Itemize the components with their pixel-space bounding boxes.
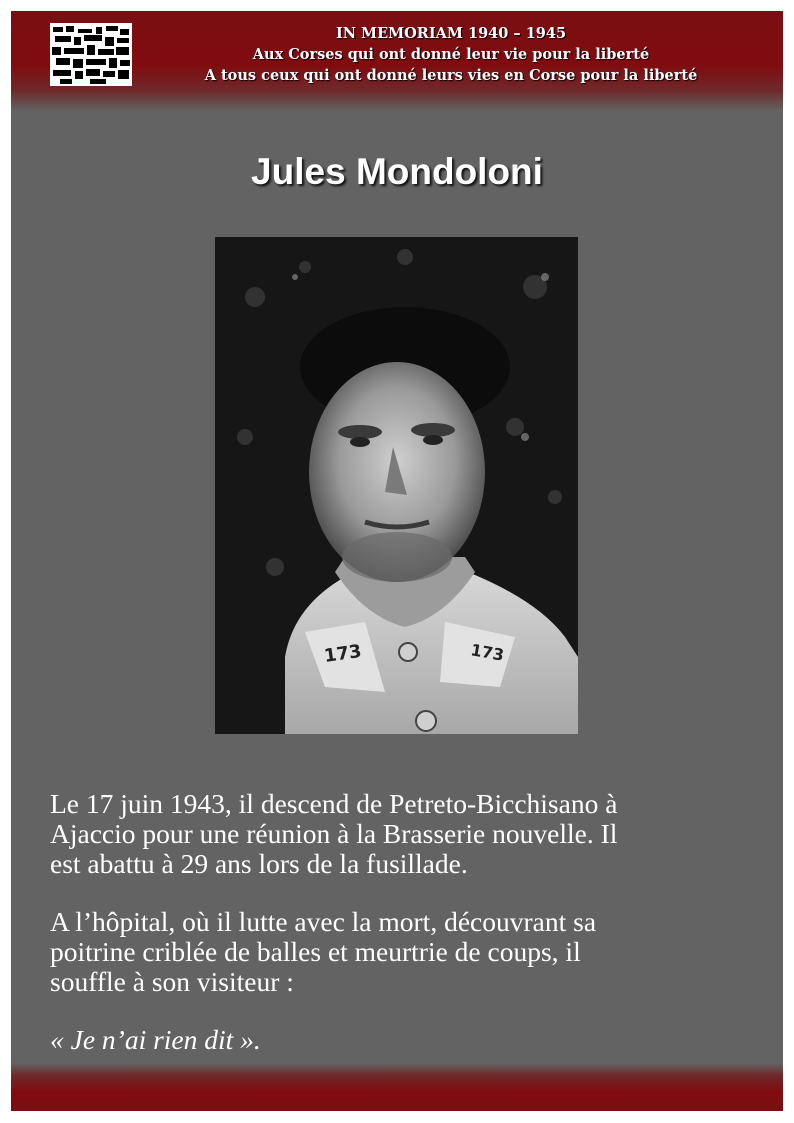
header-dedication bbox=[141, 23, 761, 86]
bio-p2-line: A l’hôpital, où il lutte avec la mort, découvrant sa bbox=[50, 906, 597, 937]
header-line-corses: Aux Corses qui ont donné leur vie pour la liberté bbox=[252, 46, 650, 63]
bio-p1-line: est abattu à 29 ans lors de la fusillade. bbox=[50, 848, 468, 879]
bio-p2-line: poitrine criblée de balles et meurtrie de coups, il bbox=[50, 936, 581, 967]
header-band bbox=[11, 11, 783, 111]
header-line-memoriam: IN MEMORIAM 1940 – 1945 bbox=[335, 25, 567, 42]
bio-p1-line: Le 17 juin 1943, il descend de Petreto-Bicchisano à bbox=[50, 788, 618, 819]
memorial-page bbox=[11, 11, 783, 1111]
svg-text:173: 173 bbox=[469, 640, 506, 665]
bio-quote: « Je n’ai rien dit ». bbox=[50, 1024, 261, 1055]
footer-band bbox=[11, 1063, 783, 1111]
bio-paragraph-1 bbox=[50, 789, 750, 879]
page-title: Jules Mondoloni bbox=[251, 151, 543, 192]
header-line-tous: A tous ceux qui ont donné leurs vies en Corse pour la liberté bbox=[204, 67, 698, 84]
bio-p2-line: souffle à son visiteur : bbox=[50, 966, 294, 997]
memorial-logo-icon bbox=[50, 23, 132, 86]
portrait-photo bbox=[215, 237, 578, 734]
bio-paragraph-2 bbox=[50, 907, 750, 997]
biography-text bbox=[50, 789, 750, 1055]
svg-text:173: 173 bbox=[322, 640, 363, 667]
bio-p1-line: Ajaccio pour une réunion à la Brasserie nouvelle. Il bbox=[50, 818, 618, 849]
